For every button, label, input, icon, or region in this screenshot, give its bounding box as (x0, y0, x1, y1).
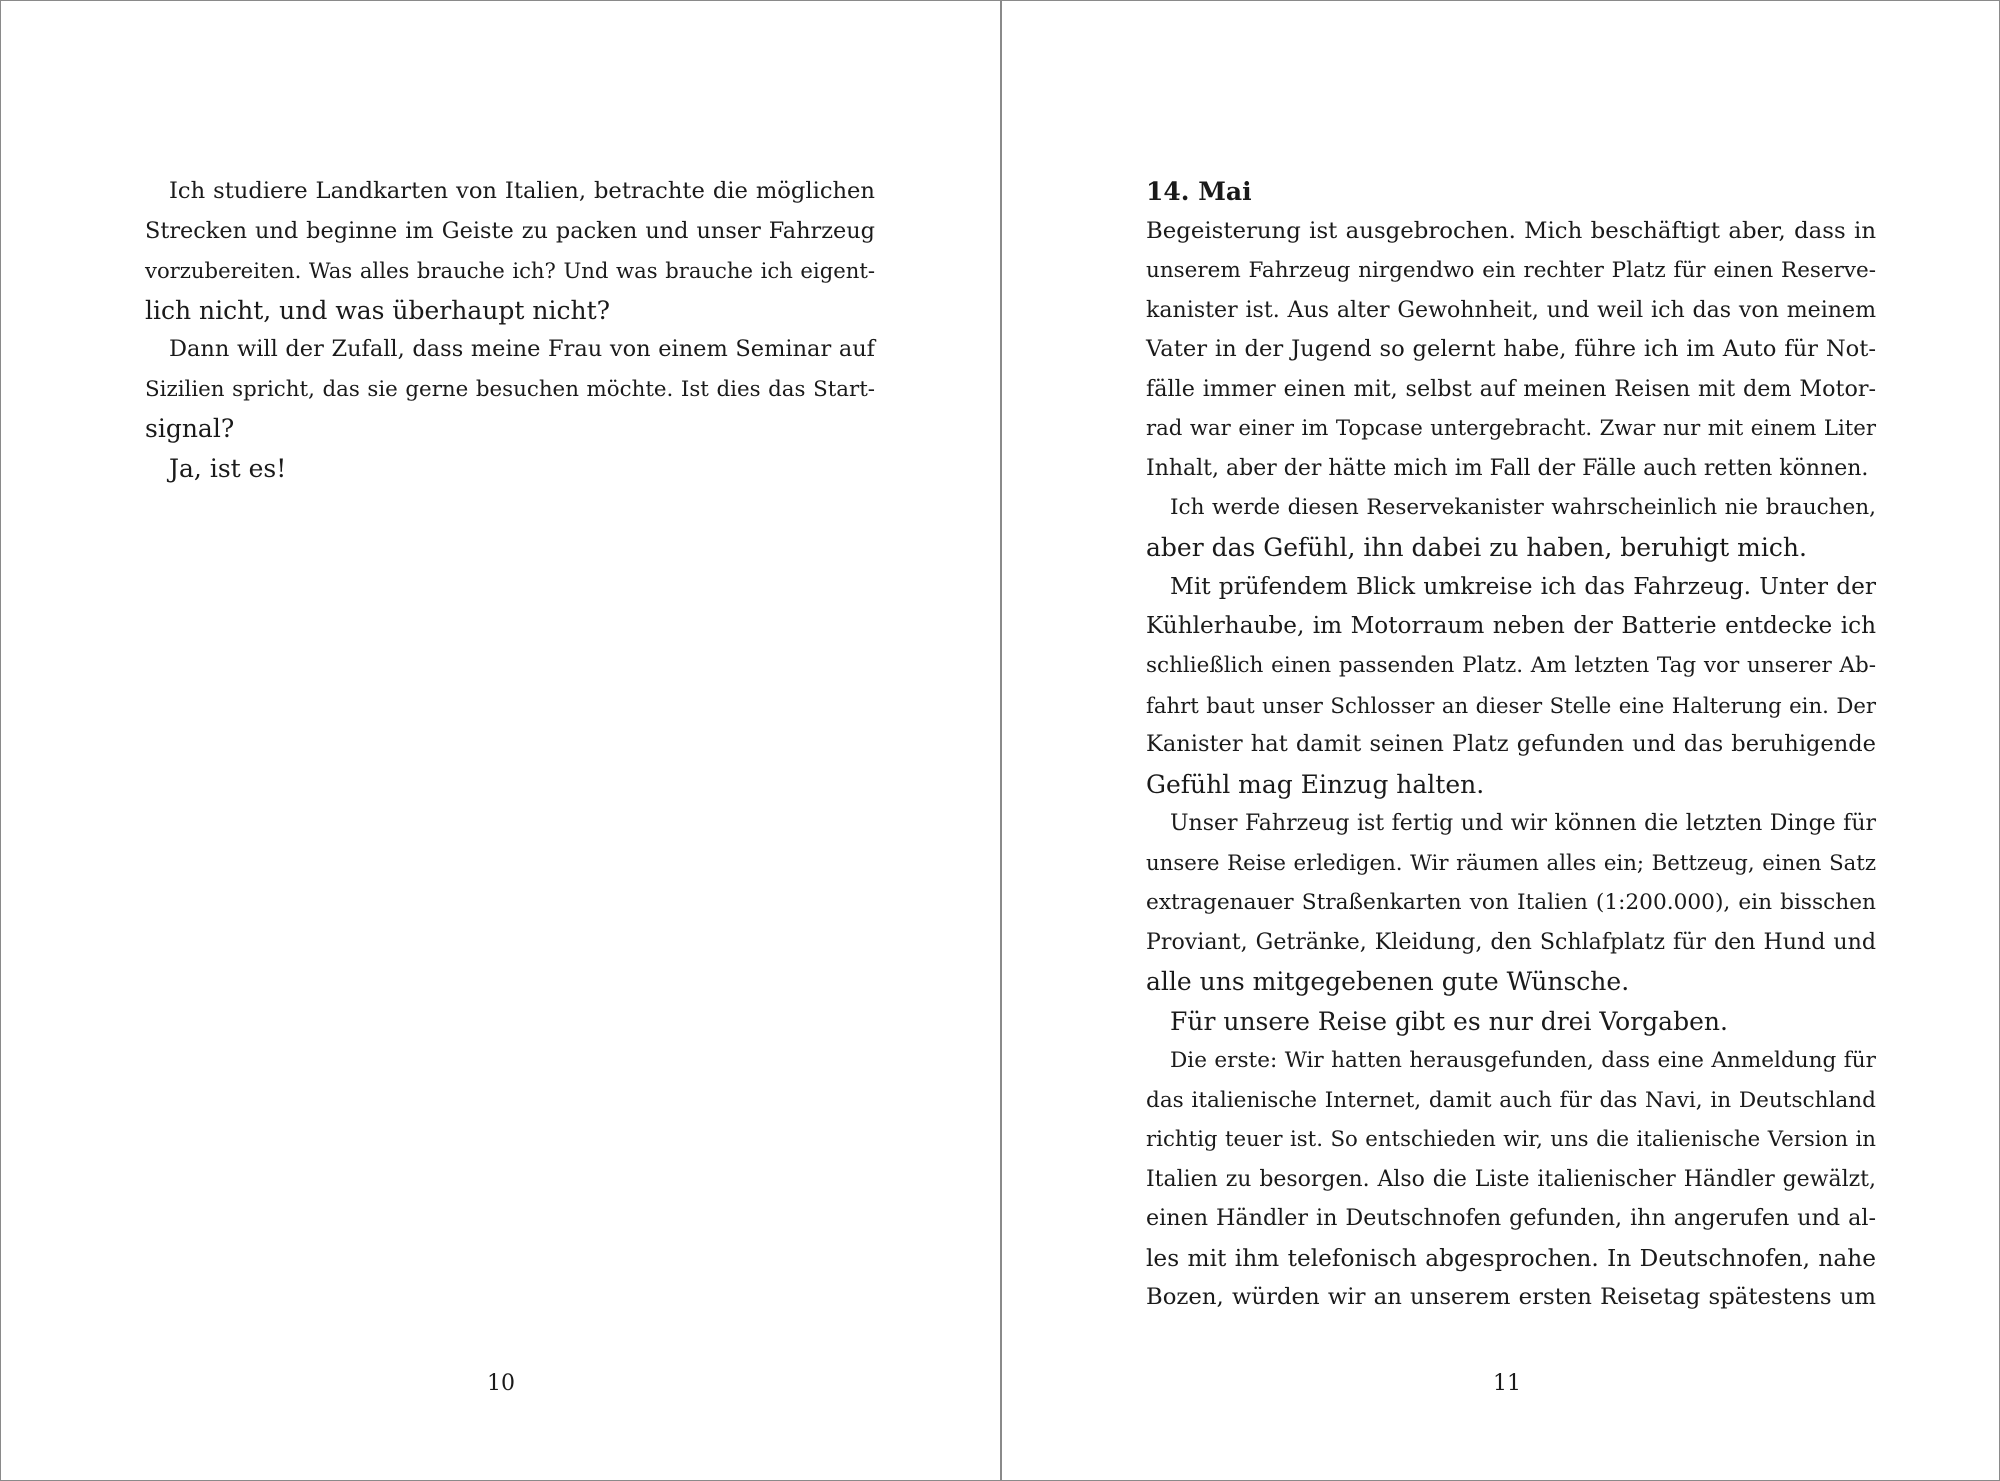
text-line: lich nicht, und was überhaupt nicht? (145, 295, 611, 325)
text-line: fahrt baut unser Schlosser an dieser Stelle eine Halterung ein. Der (1146, 692, 1876, 718)
text-line: vorzubereiten. Was alles brauche ich? Und was brauche ich eigent- (145, 258, 875, 283)
text-line: alle uns mitgegebenen gute Wünsche. (1146, 967, 1630, 996)
text-line: richtig teuer ist. So entschieden wir, uns die italienische Version in (1146, 1127, 1876, 1152)
right-page (1002, 1, 2000, 1481)
text-line: Kühlerhaube, im Motorraum neben der Batterie entdecke ich (1146, 612, 1876, 639)
page-number: 11 (1493, 1371, 1521, 1396)
text-line: Dann will der Zufall, dass meine Frau von einem Seminar auf (169, 336, 875, 362)
text-line: Für unsere Reise gibt es nur drei Vorgaben. (1170, 1006, 1728, 1036)
text-line: fälle immer einen mit, selbst auf meinen Reisen mit dem Motor- (1146, 375, 1876, 402)
text-line: Kanister hat damit seinen Platz gefunden und das beruhigende (1146, 731, 1876, 757)
text-line: schließlich einen passenden Platz. Am letzten Tag vor unserer Ab- (1146, 653, 1876, 678)
text-line: Gefühl mag Einzug halten. (1146, 769, 1485, 799)
text-line: Die erste: Wir hatten herausgefunden, dass eine Anmeldung für (1170, 1048, 1876, 1073)
text-line: Begeisterung ist ausgebrochen. Mich beschäftigt aber, dass in (1146, 217, 1876, 244)
text-line: Italien zu besorgen. Also die Liste italienischer Händler gewälzt, (1146, 1166, 1876, 1192)
text-line: kanister ist. Aus alter Gewohnheit, und weil ich das von meinem (1146, 297, 1876, 323)
section-heading: 14. Mai (1146, 177, 1252, 206)
text-line: Strecken und beginne im Geiste zu packen und unser Fahrzeug (145, 217, 875, 244)
text-line: einen Händler in Deutschnofen gefunden, ihn angerufen und al- (1146, 1205, 1876, 1231)
text-line: Sizilien spricht, das sie gerne besuchen möchte. Ist dies das Start- (145, 376, 875, 402)
text-line: signal? (145, 414, 235, 443)
text-line: unserem Fahrzeug nirgendwo ein rechter Platz für einen Reserve- (1146, 258, 1876, 283)
text-line: Proviant, Getränke, Kleidung, den Schlafplatz für den Hund und (1146, 928, 1876, 955)
text-line: aber das Gefühl, ihn dabei zu haben, beruhigt mich. (1146, 532, 1807, 562)
text-line: Unser Fahrzeug ist fertig und wir können die letzten Dinge für (1170, 811, 1876, 836)
text-line: les mit ihm telefonisch abgesprochen. In Deutschnofen, nahe (1146, 1244, 1876, 1272)
text-line: Vater in der Jugend so gelernt habe, führe ich im Auto für Not- (1146, 336, 1876, 362)
right-page-body (1146, 172, 1876, 1318)
text-line: Ich werde diesen Reservekanister wahrscheinlich nie brauchen, (1170, 495, 1876, 520)
text-line: Mit prüfendem Blick umkreise ich das Fahrzeug. Unter der (1170, 573, 1876, 600)
text-line: Bozen, würden wir an unserem ersten Reisetag spätestens um (1146, 1284, 1876, 1310)
left-page (1, 1, 1000, 1481)
text-line: Inhalt, aber der hätte mich im Fall der Fälle auch retten können. (1146, 455, 1869, 481)
text-line: extragenauer Straßenkarten von Italien (1:200.000), ein bisschen (1146, 890, 1876, 915)
left-page-body (145, 172, 875, 488)
text-line: rad war einer im Topcase untergebracht. Zwar nur mit einem Liter (1146, 416, 1876, 441)
text-line: das italienische Internet, damit auch für das Navi, in Deutschland (1146, 1087, 1876, 1113)
page-number: 10 (487, 1371, 515, 1396)
text-line: Ich studiere Landkarten von Italien, betrachte die möglichen (169, 178, 875, 204)
text-line: unsere Reise erledigen. Wir räumen alles ein; Bettzeug, einen Satz (1146, 850, 1876, 876)
text-line: Ja, ist es! (169, 453, 287, 483)
